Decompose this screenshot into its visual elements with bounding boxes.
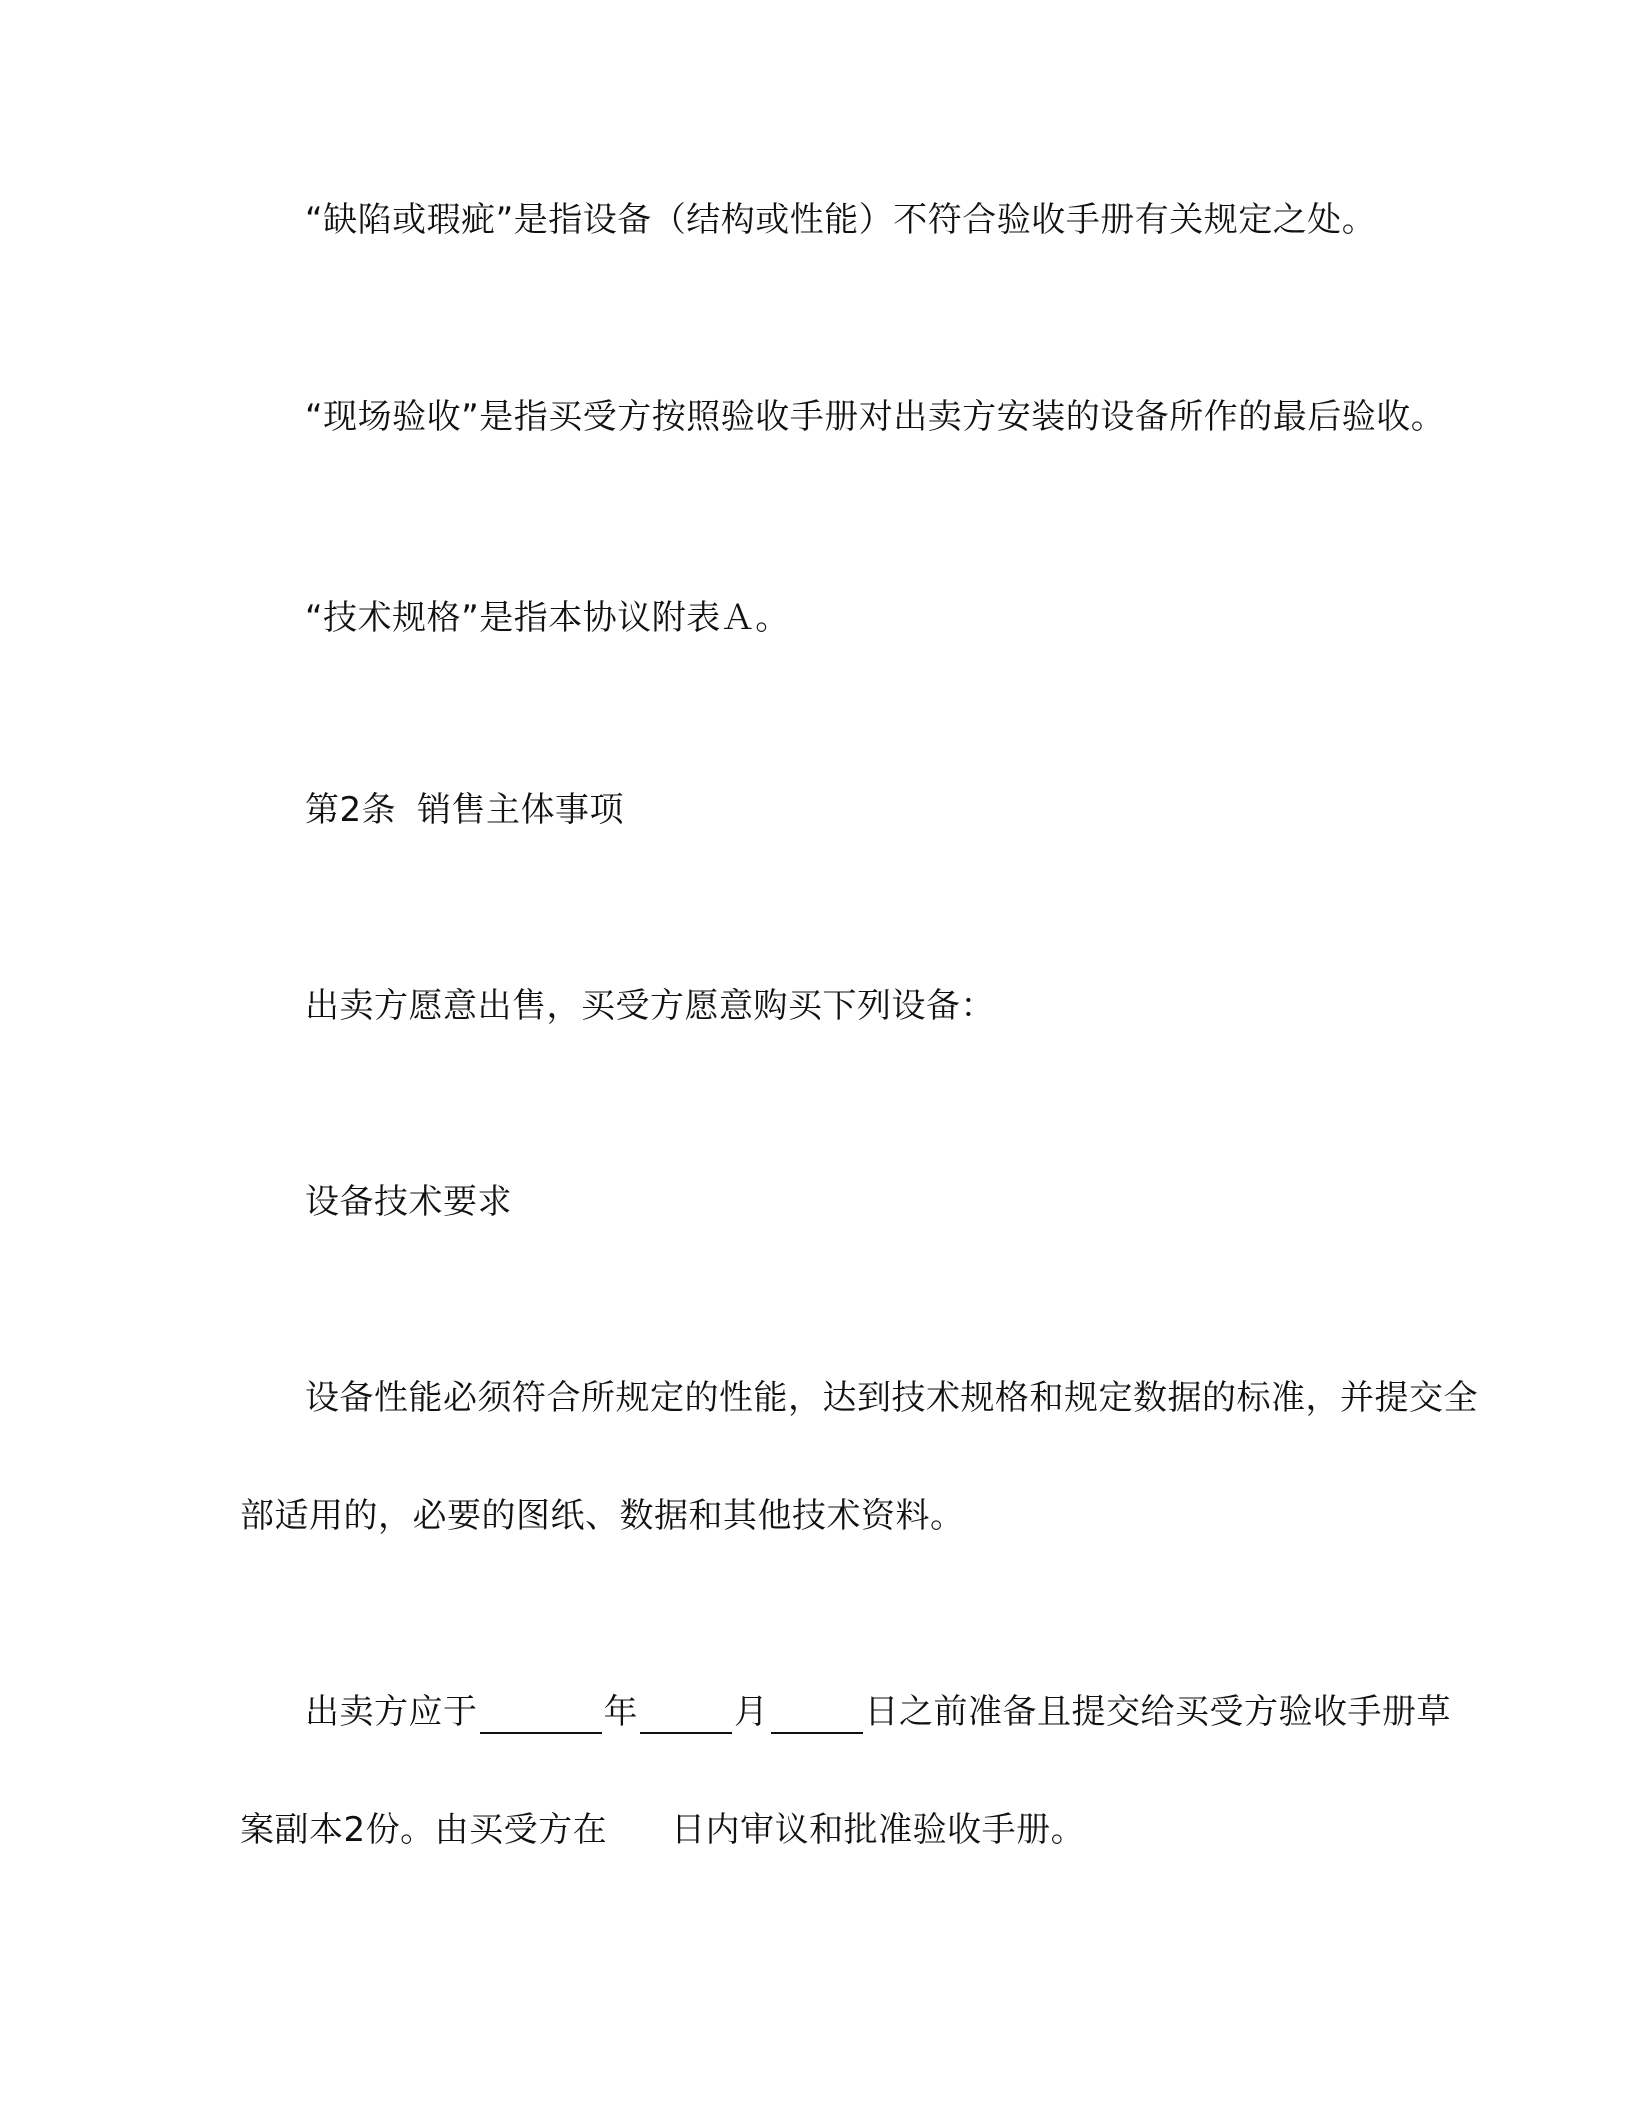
performance-paragraph-line-1: 设备性能必须符合所规定的性能，达到技术规格和规定数据的标准，并提交全: [305, 1378, 1478, 1418]
month-blank[interactable]: [640, 1696, 732, 1734]
manual-prefix: 出卖方应于: [305, 1692, 478, 1732]
performance-paragraph-line-2: 部适用的，必要的图纸、数据和其他技术资料。: [240, 1496, 965, 1536]
year-label: 年: [603, 1692, 638, 1732]
day-blank[interactable]: [771, 1696, 863, 1734]
article-title: 销售主体事项: [417, 790, 624, 830]
subheading-equipment-requirements: 设备技术要求: [305, 1182, 512, 1222]
article-heading: [305, 788, 624, 832]
manual-line2-prefix: 案副本2份。由买受方在: [240, 1810, 608, 1850]
manual-line2-suffix: 日内审议和批准验收手册。: [671, 1810, 1086, 1850]
definition-site-acceptance: “现场验收”是指买受方按照验收手册对出卖方安装的设备所作的最后验收。: [305, 397, 1446, 437]
manual-paragraph-line-2: [240, 1808, 1085, 1852]
definition-technical-spec: “技术规格”是指本协议附表Ａ。: [305, 598, 790, 638]
article-number: 第2条: [305, 790, 397, 830]
month-label: 月: [734, 1692, 769, 1732]
year-blank[interactable]: [480, 1696, 602, 1734]
manual-suffix: 日之前准备且提交给买受方验收手册草: [864, 1692, 1451, 1732]
manual-paragraph-line-1: [305, 1690, 1451, 1734]
intro-paragraph: 出卖方愿意出售，买受方愿意购买下列设备：: [305, 986, 995, 1026]
definition-defect: “缺陷或瑕疵”是指设备（结构或性能）不符合验收手册有关规定之处。: [305, 200, 1377, 240]
